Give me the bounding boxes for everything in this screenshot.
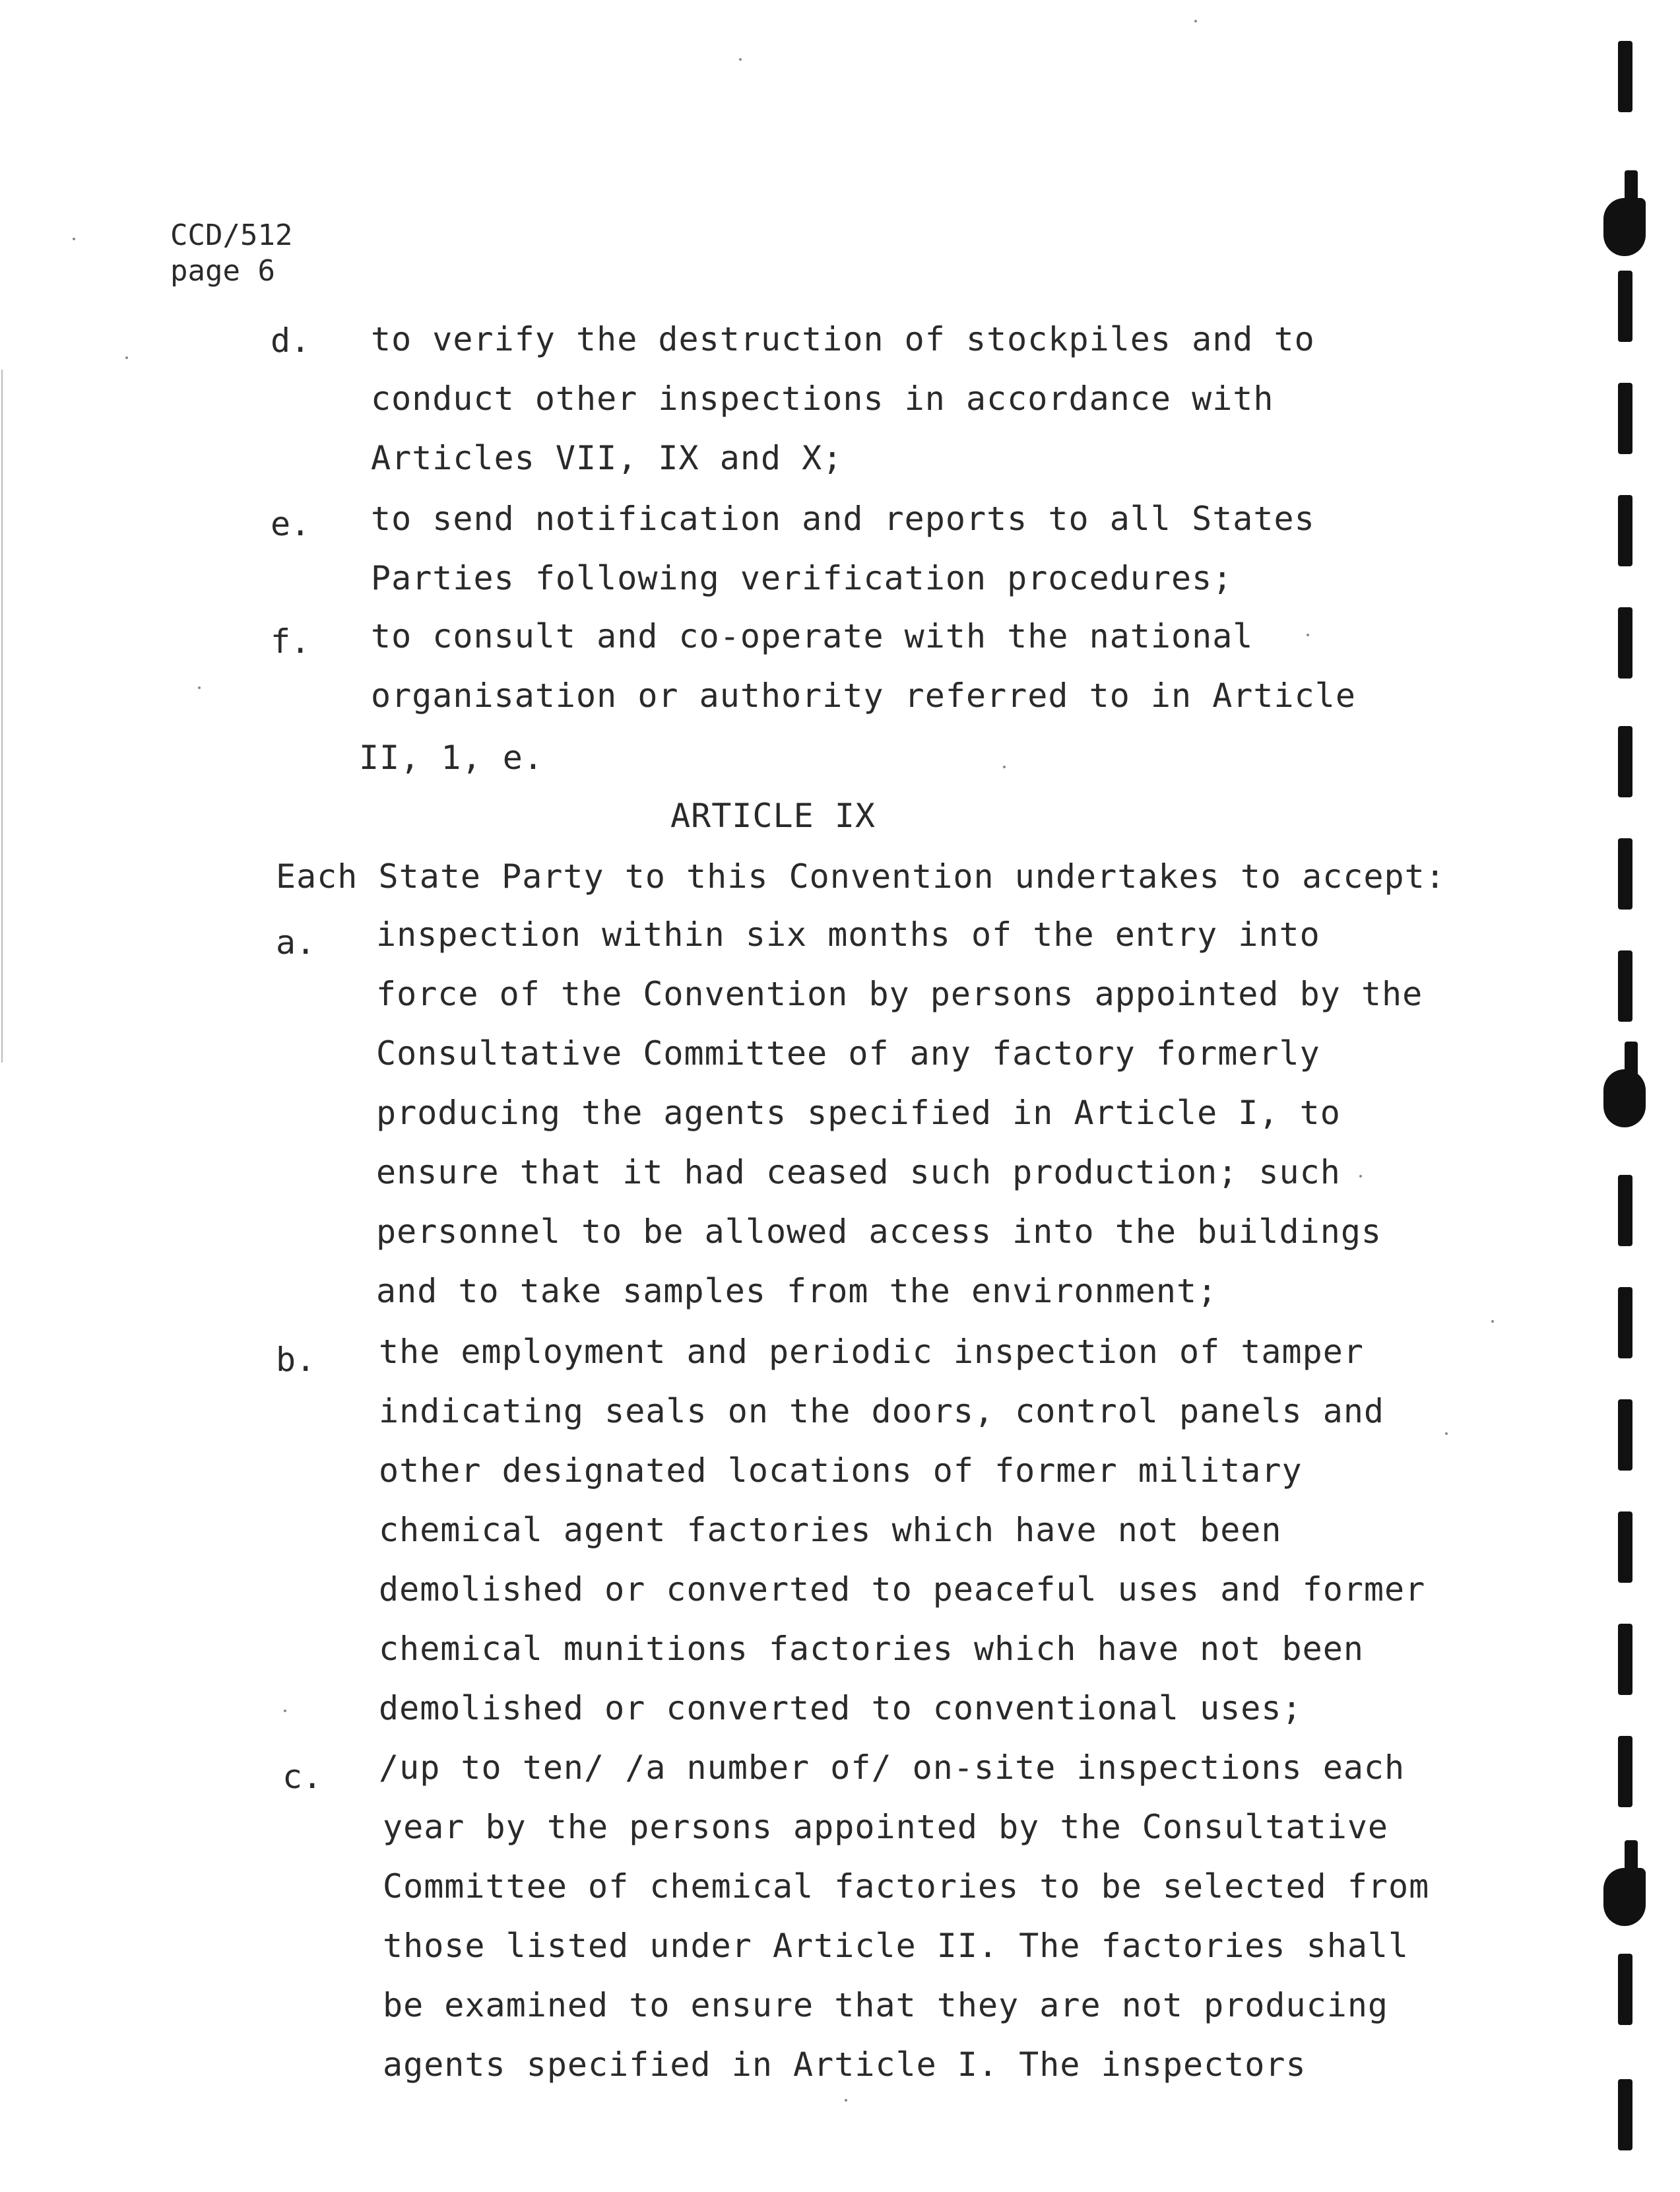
list-marker: c. [282, 1758, 323, 1796]
text-line: ensure that it had ceased such production; such [376, 1153, 1341, 1191]
list-marker: a. [276, 923, 316, 962]
text-line: Consultative Committee of any factory formerly [376, 1034, 1320, 1073]
text-line: year by the persons appointed by the Consultative [383, 1808, 1389, 1846]
binding-blob [1603, 198, 1646, 256]
scan-speck [284, 1710, 286, 1712]
scan-speck [845, 2099, 847, 2102]
binding-bar [1618, 271, 1632, 342]
page-number: page 6 [170, 254, 275, 288]
binding-bar [1618, 1624, 1632, 1695]
scan-speck [1194, 20, 1197, 22]
scan-speck [198, 686, 201, 689]
binding-bar [1618, 607, 1632, 679]
scan-speck [125, 356, 128, 359]
list-marker: f. [271, 622, 311, 661]
scan-speck [1307, 634, 1309, 636]
text-line: agents specified in Article I. The inspectors [383, 2045, 1307, 2084]
text-line: conduct other inspections in accordance with [371, 380, 1274, 418]
binding-bar [1618, 495, 1632, 566]
text-line: Articles VII, IX and X; [371, 439, 843, 477]
text-line: to send notification and reports to all States [371, 500, 1315, 538]
scan-speck [1003, 766, 1006, 768]
text-line: organisation or authority referred to in Article [371, 677, 1356, 715]
article-heading: ARTICLE IX [670, 797, 876, 835]
text-line: other designated locations of former military [379, 1451, 1303, 1490]
binding-bar [1618, 1399, 1632, 1471]
text-line: to consult and co-operate with the national [371, 617, 1254, 655]
scan-speck [739, 58, 742, 61]
text-line: producing the agents specified in Article I, to [376, 1094, 1341, 1132]
text-line: II, 1, e. [359, 739, 544, 777]
binding-bar [1618, 1954, 1632, 2025]
document-reference: CCD/512 [170, 218, 293, 252]
text-line: /up to ten/ /a number of/ on-site inspections each [379, 1748, 1405, 1787]
scan-speck [1491, 1320, 1494, 1323]
binding-bar [1618, 1175, 1632, 1246]
text-line: the employment and periodic inspection of tamper [379, 1333, 1364, 1371]
binding-bar [1618, 2079, 1632, 2150]
text-line: personnel to be allowed access into the buildings [376, 1212, 1382, 1251]
binding-blob [1603, 1868, 1646, 1926]
binding-bar [1618, 950, 1632, 1022]
binding-bar [1618, 383, 1632, 454]
text-line: force of the Convention by persons appointed by the [376, 975, 1423, 1013]
text-line: chemical munitions factories which have not been [379, 1630, 1364, 1668]
binding-bar [1618, 1511, 1632, 1583]
binding-bar [1618, 1287, 1632, 1358]
scan-speck [1445, 1432, 1448, 1435]
text-line: chemical agent factories which have not been [379, 1511, 1282, 1549]
text-line: inspection within six months of the entry into [376, 915, 1320, 954]
binding-bar [1618, 838, 1632, 910]
list-marker: d. [271, 321, 311, 360]
binding-bar [1618, 726, 1632, 797]
binding-marks [1603, 0, 1680, 2192]
text-line: be examined to ensure that they are not producing [383, 1986, 1389, 2024]
scan-speck [73, 238, 75, 240]
text-line: to verify the destruction of stockpiles and to [371, 320, 1315, 358]
text-line: demolished or converted to conventional uses; [379, 1689, 1303, 1727]
list-marker: b. [276, 1341, 316, 1379]
text-line: those listed under Article II. The factories shall [383, 1927, 1409, 1965]
scan-speck [1359, 1175, 1362, 1178]
text-line: Parties following verification procedures; [371, 559, 1233, 597]
text-line: and to take samples from the environment; [376, 1272, 1218, 1310]
list-marker: e. [271, 505, 311, 543]
scan-edge-line [1, 370, 3, 1063]
text-line: indicating seals on the doors, control panels and [379, 1392, 1385, 1430]
text-line: demolished or converted to peaceful uses and former [379, 1570, 1426, 1609]
binding-blob [1603, 1069, 1646, 1127]
binding-bar [1618, 1736, 1632, 1807]
binding-bar [1618, 41, 1632, 112]
text-line: Committee of chemical factories to be selected from [383, 1867, 1430, 1906]
article-intro: Each State Party to this Convention undertakes to accept: [276, 857, 1446, 896]
